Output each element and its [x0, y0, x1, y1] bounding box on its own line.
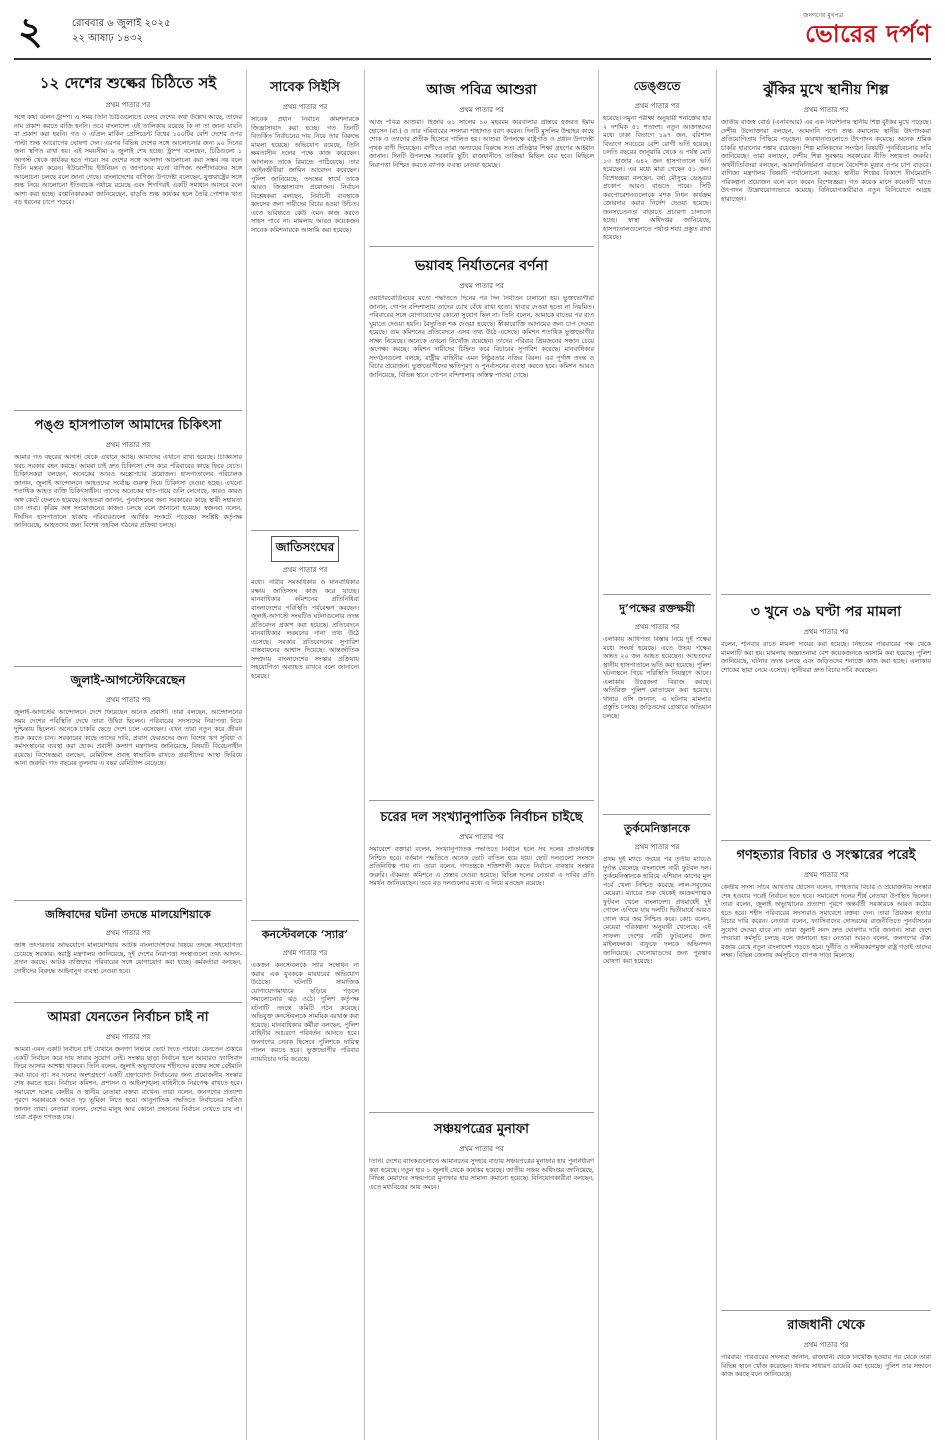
story-body: সাবেক প্রধান নির্বাচন কমিশনারকে জিজ্ঞাসাবাদ করা হচ্ছে। গত তিনটি বিতর্কিত নির্বাচনের দায় নিয়ে তার বিরুদ্ধে মামলা হয়েছে। অভিযোগ রয়েছে, তিনি ক্ষমতাসীন দলের পক্ষে কাজ করেছেন। আদালত তাকে রিমান্ডে পাঠিয়েছে। তার আইনজীবীরা জামিন আবেদন করেছেন। পুলিশ জানিয়েছে, তদন্তের স্বার্থে তাকে আরও জিজ্ঞাসাবাদ প্রয়োজন। নির্বাচন বিশ্লেষকরা বলছেন, নির্বাচনী ব্যবস্থাকে ধ্বংসের জন্য দায়ীদের বিচার হওয়া উচিত। এতে ভবিষ্যতে কেউ এমন কাজ করতে সাহস পাবে না। মামলায় আরও কয়েকজন সাবেক কমিশনারকে আসামি করা হয়েছে। [251, 116, 359, 234]
story-headline: জঙ্গিবাদের ঘটনা তদন্তে মালয়েশিয়াকে [45, 908, 211, 921]
story-constable-sir [251, 926, 359, 1440]
story-triple-murder [721, 600, 931, 836]
story-body: সমাবেশে বক্তারা বলেন, সংখ্যানুপাতিক পদ্ধতিতে নির্বাচন হলে সব দলের প্রতিনিধিত্ব নিশ্চিত হবে। বর্তমান পদ্ধতিতে অনেক ভোট বাতিল হয়ে যায়। ছোট দলগুলো সংসদে প্রতিনিধিত্ব পায় না। তারা বলেন, গণতন্ত্রকে শক্তিশালী করতে নির্বাচন ব্যবস্থার সংস্কার জরুরি। ঐকমত্য কমিশনে এ প্রস্তাব দেওয়া হয়েছে। বিভিন্ন দলের নেতারা এ দাবির প্রতি সমর্থন জানিয়েছেন। তবে বড় দলগুলোর মধ্যে এ নিয়ে মতভেদ রয়েছে। [369, 846, 594, 887]
story-divider [14, 666, 242, 667]
story-headline: ডেঙ্গুতে [633, 79, 681, 93]
story-headline: আজ পবিত্র আশুরা [426, 82, 537, 98]
story-body: সঙ্গে কথা বলেন ট্রাম্প। এ সময় তিনি চিঠিগুলোতে যেসব দেশের কথা উল্লেখ আছে, তাদের নাম প্রকাশ করতে রাজি হননি। তবে বাংলাদেশ এই তালিকায় রয়েছে কি না তা জানা যায়নি বা প্রকাশ করা হয়নি। গত ৩ এপ্রিল মার্কিন প্রেসিডেন্ট বিশ্বের ১০০টির বেশি দেশের ওপর পাল্টা শুল্ক আরোপের ঘোষণা দেন। এরপর বিভিন্ন দেশের সঙ্গে আলোচনার জন্য ৯০ দিনের জন্য স্থগিত রাখা হয়। এই সময়সীমা ৯ জুলাই শেষ হচ্ছে। ট্রাম্প বলেছেন, চিঠিগুলো ১ আগস্ট থেকে কার্যকর হতে পারে। সব দেশের সঙ্গে আলাদা আলোচনা করা সম্ভব নয় বলে তিনি মন্তব্য করেন। ইউরোপীয় ইউনিয়ন ও জাপানের মতো বাণিজ্য অংশীদারদের সঙ্গে আলোচনা চলছে বলে জানা গেছে। বাংলাদেশের বাণিজ্য উপদেষ্টা বলেছেন, যুক্তরাষ্ট্রের সঙ্গে শুল্ক নিয়ে আলোচনা ইতিবাচক পর্যায়ে রয়েছে এবং শিগগিরই একটি সমাধান আসবে বলে আশা করা হচ্ছে। রপ্তানিকারকরা জানিয়েছেন, বাড়তি শুল্ক কার্যকর হলে তৈরি পোশাক খাত বড় ধরনের চাপে পড়বে। [14, 114, 242, 206]
story-divider [369, 800, 594, 801]
story-torture-account [369, 254, 594, 790]
story-body: একজন কনস্টেবলকে স্যার সম্বোধন না করায় এক যুবককে মারধরের অভিযোগ উঠেছে। ঘটনাটি সামাজিক যোগাযোগমাধ্যমে ছড়িয়ে পড়লে সমালোচনার ঝড় ওঠে। পুলিশ কর্তৃপক্ষ ঘটনাটি তদন্তে কমিটি গঠন করেছে। অভিযুক্ত কনস্টেবলকে সাময়িক বরখাস্ত করা হয়েছে। মানবাধিকার কর্মীরা বলছেন, পুলিশ বাহিনীর আচরণে পরিবর্তন আনতে হবে। জনগণের সেবক হিসেবে পুলিশকে দায়িত্ব পালন করতে হবে। ভুক্তভোগীর পরিবার ন্যায়বিচার দাবি করেছে। [251, 962, 359, 1063]
story-divider [369, 246, 594, 247]
story-byline: প্রথম পাতার পর [634, 102, 680, 110]
story-headline: সঞ্চয়পত্রের মুনাফা [434, 1122, 529, 1137]
story-body: জুলাই-আগস্টের আন্দোলনে দেশে ফিরেছেন অনেক প্রবাসী। তারা বলছেন, আন্দোলনের সময় দেশের পরিস্থিতি দেখে তারা উদ্বিগ্ন ছিলেন। পরিবারের সদস্যদের নিরাপত্তা নিয়ে দুশ্চিন্তায় ছিলেন। অনেকে চাকরি ছেড়ে দেশে চলে এসেছেন। এখন তারা নতুন করে জীবন শুরু করতে চান। সরকারের কাছে তাদের দাবি, প্রবাস ফেরতদের জন্য বিশেষ ঋণ সুবিধা ও কর্মসংস্থানের ব্যবস্থা করা হোক। প্রবাসী কল্যাণ মন্ত্রণালয় জানিয়েছে, বিষয়টি বিবেচনাধীন রয়েছে। বিশেষজ্ঞরা বলছেন, রেমিট্যান্স প্রবাহ স্বাভাবিক রাখতে প্রবাসীদের আস্থা ফিরিয়ে আনা জরুরি। গত বছরের তুলনায় এ বছর রেমিট্যান্স বেড়েছে। [14, 709, 242, 767]
story-body: আজ পবিত্র আশুরা। হিজরি ৬১ সালের ১০ মহররম কারবালার প্রান্তরে হজরত ইমাম হোসেন (রা.) ও তার পরিবারের সদস্যরা শাহাদাত বরণ করেন। দিনটি মুসলিম উম্মাহর কাছে শোক ও ত্যাগের প্রতীক হিসেবে পালিত হয়। আশুরা উপলক্ষে রাষ্ট্রপতি ও প্রধান উপদেষ্টা পৃথক বাণী দিয়েছেন। বাণীতে তারা অন্যায়ের বিরুদ্ধে সত্য প্রতিষ্ঠার শিক্ষা গ্রহণের আহ্বান জানান। দিনটি উপলক্ষে সরকারি ছুটি। রাজধানীতে তাজিয়া মিছিল বের হবে। মিছিলে নিরাপত্তা নিশ্চিত করতে ব্যাপক ব্যবস্থা নেওয়া হয়েছে। [369, 119, 594, 169]
column-rule [364, 70, 365, 1440]
story-united-nations [251, 536, 359, 918]
story-former-cec [251, 78, 359, 526]
story-pongu-hospital [14, 416, 242, 662]
story-divider [251, 920, 359, 921]
story-body: জঙ্গি তৎপরতার অভিযোগে মালয়েশিয়ায় আটক বাংলাদেশিদের বিষয়ে তদন্তে সহযোগিতা চেয়েছে সরকার। স্বরাষ্ট্র মন্ত্রণালয় জানিয়েছে, দুই দেশের নিরাপত্তা সংস্থাগুলো তথ্য আদান-প্রদান করছে। আটক ব্যক্তিদের পরিবারের সঙ্গে যোগাযোগ করা হচ্ছে। কর্মকর্তারা বলছেন, দোষীদের বিরুদ্ধে আইনানুগ ব্যবস্থা নেওয়া হবে। [14, 942, 242, 975]
story-headline: ১২ দেশের শুল্কের চিঠিতে সই [39, 74, 217, 92]
story-body: প্রথম দুই ম্যাচে জয়ের পর তৃতীয় ম্যাচেও দুর্দান্ত খেলেছে বাংলাদেশ নারী ফুটবল দল। তুর্কমেনিস্তানকে হারিয়ে এশিয়ান কাপের মূল পর্বে খেলা নিশ্চিত করেছে লাল-সবুজের মেয়েরা। ম্যাচের শুরু থেকেই আক্রমণাত্মক ফুটবল খেলে বাংলাদেশ। প্রথমার্ধেই দুই গোলে এগিয়ে যায় দলটি। দ্বিতীয়ার্ধে আরও গোল করে জয় নিশ্চিত করে। কোচ বলেন, মেয়েরা পরিকল্পনা অনুযায়ী খেলেছে। এই সাফল্য দেশের নারী ফুটবলের জন্য মাইলফলক। বাফুফে দলকে অভিনন্দন জানিয়েছে। খেলোয়াড়দের জন্য পুরস্কার ঘোষণা করা হয়েছে। [603, 856, 711, 965]
brand-logo [771, 8, 931, 50]
story-genocide-trial [721, 846, 931, 1306]
story-body: জাতীয় রাজস্ব বোর্ড (এনবিআর) এর এক নির্দেশনায় স্থানীয় শিল্প ঝুঁকির মুখে পড়েছে। দেশীয় উদ্যোক্তারা বলছেন, আমদানি পণ্যে শুল্ক কমানোয় স্থানীয় উৎপাদকরা প্রতিযোগিতায় পিছিয়ে পড়ছেন। কারখানাগুলোতে উৎপাদন কমেছে। অনেক শ্রমিক চাকরি হারানোর শঙ্কায় রয়েছেন। শিল্প মালিকদের সংগঠন বিষয়টি পুনর্বিবেচনার দাবি জানিয়েছে। তারা বলছেন, দেশীয় শিল্প সুরক্ষায় সরকারের নীতি সহায়তা জরুরি। অর্থনীতিবিদরা বলছেন, আমদানিনির্ভরতা বাড়লে বৈদেশিক মুদ্রার ওপর চাপ বাড়বে। বাণিজ্য মন্ত্রণালয় বিষয়টি পর্যালোচনা করছে। স্থানীয় শিল্পের বিকাশে দীর্ঘমেয়াদি পরিকল্পনা প্রয়োজন বলে মনে করেন বিশেষজ্ঞরা। গত কয়েক মাসে কয়েকটি খাতে উৎপাদন উল্লেখযোগ্যভাবে কমেছে। বিনিয়োগকারীরাও নতুন বিনিয়োগে আগ্রহ হারাচ্ছেন। [721, 119, 931, 203]
story-headline: রাজধানী থেকে [787, 1318, 865, 1333]
story-headline: তুর্কমেনিস্তানকে [624, 822, 690, 835]
story-byline: প্রথম পাতার পর [105, 441, 151, 449]
story-headline: ঝুঁকির মুখে স্থানীয় শিল্প [763, 82, 889, 98]
story-byline: প্রথম পাতার পর [105, 929, 151, 937]
story-headline: পঙ্গু হাসপাতাল আমাদের চিকিৎসা [34, 418, 222, 433]
story-byline: প্রথম পাতার পর [282, 949, 328, 957]
story-divider [14, 1002, 242, 1003]
story-local-industry [721, 78, 931, 590]
story-byline: প্রথম পাতার পর [634, 623, 680, 631]
story-body: তিনি। দেশের ব্যাংকগুলোতে আমানতের সুদহার বাড়ায় সঞ্চয়পত্রের মুনাফার হার পুনর্নির্ধারণ করা হয়েছে। নতুন হার ১ জুলাই থেকে কার্যকর হয়েছে। জাতীয় সঞ্চয় অধিদপ্তর জানিয়েছে, বিভিন্ন মেয়াদের সঞ্চয়পত্রে মুনাফার হার সামান্য কমানো হয়েছে। বিনিয়োগকারীরা বলছেন, এতে মধ্যবিত্তের আয় কমবে। [369, 1158, 594, 1191]
story-divider [721, 1310, 931, 1311]
story-headline: আমরা যেনতেন নির্বাচন চাই না [47, 1010, 209, 1025]
story-headline: দু’পক্ষের রক্তক্ষয়ী [619, 602, 695, 615]
column-rule [246, 70, 247, 1440]
brand-name: ভোরের দর্পণ [805, 19, 931, 48]
story-headline: গণহত্যার বিচার ও সংস্কারের পরেই [736, 848, 916, 863]
story-byline: প্রথম পাতার পর [803, 106, 849, 114]
story-body: পরিবার। পরিবারের সদস্যরা জানান, রাজধানী থেকে নিখোঁজ হওয়ার পর থেকে তারা বিভিন্ন স্থানে খোঁজ করেছেন। থানায় সাধারণ ডায়েরি করা হয়েছে। পুলিশ তার সন্ধানে কাজ করছে বলে জানিয়েছে। [721, 1354, 931, 1378]
page-number: ২ [18, 8, 43, 53]
column-rule [716, 70, 717, 1440]
story-divider [603, 814, 711, 815]
story-malaysia-probe [14, 906, 242, 998]
story-headline: জুলাই-আগস্টেফিরেছেন [70, 673, 186, 687]
story-headline: চরের দল সংখ্যানুপাতিক নির্বাচন চাইছে [380, 810, 583, 825]
story-body: এলাকায় আধিপত্য বিস্তার নিয়ে দুই পক্ষের মধ্যে সংঘর্ষ হয়েছে। এতে উভয় পক্ষের অন্তত ২০ জন আহত হয়েছেন। আহতদের স্থানীয় হাসপাতালে ভর্তি করা হয়েছে। পুলিশ ঘটনাস্থলে গিয়ে পরিস্থিতি নিয়ন্ত্রণে আনে। এলাকায় উত্তেজনা বিরাজ করছে। অতিরিক্ত পুলিশ মোতায়েন করা হয়েছে। থানার ওসি জানান, এ ঘটনায় মামলার প্রস্তুতি চলছে। জড়িতদের গ্রেপ্তারে অভিযান চলছে। [603, 636, 711, 720]
story-from-capital [721, 1316, 931, 1440]
masthead [14, 8, 931, 60]
story-body: আমরা এমন একটি নির্বাচন চাই যেখানে জনগণ নির্ভয়ে ভোট দিতে পারবে। যেনতেন প্রকারে একটি নির্বাচন করে দায় সারার সুযোগ নেই। সংস্কার ছাড়া নির্বাচন হলে আবারও ফ্যাসিবাদ ফিরে আসার আশঙ্কা থাকবে। তিনি বলেন, জুলাই অভ্যুত্থানের শহীদদের রক্তের সঙ্গে বেইমানি করা যাবে না। সব দলের অংশগ্রহণে একটি গ্রহণযোগ্য নির্বাচনের জন্য প্রয়োজনীয় সংস্কার শেষ করতে হবে। নির্বাচন কমিশন, প্রশাসন ও আইনশৃঙ্খলা বাহিনীকে নিরপেক্ষ রাখতে হবে। সমাবেশে দলের কেন্দ্রীয় ও স্থানীয় নেতারা বক্তব্য রাখেন। তারা বলেন, জনগণের প্রত্যাশা পূরণে সরকারকে আরও দৃঢ় ভূমিকা নিতে হবে। আনুপাতিক পদ্ধতিতে নির্বাচনের দাবিও জানান তারা। নেতারা বলেন, দেশের মানুষ আর কোনো প্রহসনের নির্বাচন দেখতে চায় না। তারা প্রকৃত গণতন্ত্র চায়। [14, 1046, 242, 1121]
column-rule [598, 70, 599, 1440]
story-byline: প্রথম পাতার পর [803, 871, 849, 879]
story-body: বলেন, শনিবার রাতে মামলা দায়ের করা হয়েছে। নিহতের পরিবারের পক্ষ থেকে মামলাটি করা হয়। মামলায় অজ্ঞাতনামা বেশ কয়েকজনকে আসামি করা হয়েছে। পুলিশ জানিয়েছে, ঘটনার তদন্ত চলছে এবং জড়িতদের শনাক্তে কাজ করা হচ্ছে। এলাকায় শোকের ছায়া নেমে এসেছে। স্থানীয়রা দ্রুত বিচার দাবি করেছেন। [721, 641, 931, 674]
story-byline: প্রথম পাতার পর [803, 1341, 849, 1349]
story-byline: প্রথম পাতার পর [634, 843, 680, 851]
date-block [72, 16, 171, 46]
story-body: হয়েছে। নমুনা পরীক্ষা অনুযায়ী শনাক্তের হার ২ দশমিক ৫১ শতাংশ। নতুন আক্রান্তদের মধ্যে ঢাকা বিভাগে ১৯৭ জন, বরিশাল বিভাগে সবচেয়ে বেশি রোগী ভর্তি হয়েছে। চলতি বছরের জানুয়ারি থেকে এ পর্যন্ত মোট ১৩ হাজার ৬৪২ জন হাসপাতালে ভর্তি হয়েছেন। এর মধ্যে মারা গেছেন ৫১ জন। বিশেষজ্ঞরা বলছেন, বর্ষা মৌসুমে ডেঙ্গুর প্রকোপ আরও বাড়তে পারে। সিটি করপোরেশনগুলোকে মশক নিধন কার্যক্রম জোরদার করার নির্দেশ দেওয়া হয়েছে। জনসচেতনতা বাড়াতে প্রচারণা চালানো হচ্ছে। স্বাস্থ্য অধিদপ্তর জানিয়েছে, হাসপাতালগুলোতে পর্যাপ্ত শয্যা প্রস্তুত রাখা হয়েছে। [603, 115, 711, 241]
story-byline: প্রথম পাতার পর [459, 1145, 504, 1153]
story-divider [14, 900, 242, 901]
story-headline: সাবেক সিইসি [270, 80, 340, 95]
story-byline: প্রথম পাতার পর [105, 696, 151, 704]
story-divider [251, 530, 359, 531]
story-ashura [369, 78, 594, 242]
story-divider [369, 1112, 594, 1113]
story-clash [603, 600, 711, 810]
story-divider [721, 840, 931, 841]
story-divider [721, 594, 931, 595]
story-divider [603, 594, 711, 595]
story-turkmenistan [603, 820, 711, 1440]
day-date: রোববার ৬ জুলাই ২০২৫ [72, 18, 171, 29]
story-tariff-letters [14, 72, 242, 408]
story-headline: ভয়াবহ নির্যাতনের বর্ণনা [415, 258, 548, 274]
story-divider [14, 410, 242, 411]
story-byline: প্রথম পাতার পর [459, 833, 504, 841]
story-election-demand [14, 1008, 242, 1440]
story-savings-certificate [369, 1120, 594, 1440]
story-headline: ৩ খুনে ৩৯ ঘণ্টা পর মামলা [750, 604, 902, 620]
story-body: কেন্দ্রীয় সদস্য সচিব আখতার হোসেন বলেন, গণহত্যার বিচার ও প্রয়োজনীয় সংস্কার শেষ হওয়ার পরেই নির্বাচন হতে হবে। সমাবেশে দলের শীর্ষ নেতারা উপস্থিত ছিলেন। তারা বলেন, জুলাই অভ্যুত্থানের প্রত্যাশা পূরণে অন্তর্বর্তী সরকারকে আরও কঠোর হতে হবে। শহীদ পরিবারের সদস্যরাও সমাবেশে বক্তব্য দেন। তারা প্রিয়জন হত্যার বিচার দাবি করেন। নেতারা বলেন, ফ্যাসিবাদের দোসরদের রাজনীতিতে পুনর্বাসনের সুযোগ দেওয়া যাবে না। তারা জুলাই সনদ দ্রুত ঘোষণার দাবি জানান। সারা দেশে পদযাত্রা কর্মসূচি চলছে বলে জানানো হয়। নেতারা আরও বলেন, জনগণের ঐক্য বজায় রেখে নতুন বাংলাদেশ গড়তে হবে। দুর্নীতি ও দলীয়করণমুক্ত রাষ্ট্র গড়াই তাদের লক্ষ্য। বিভিন্ন জেলায় কর্মসূচিতে ব্যাপক সাড়া মিলেছে। [721, 884, 931, 959]
story-byline: প্রথম পাতার পর [803, 628, 849, 636]
story-body: ওয়াটারবোর্ডিংয়ের মতো পদ্ধতিতে দিনের পর দিন নির্যাতন চালানো হয়। ভুক্তভোগীরা জানান, গোপন বন্দিশালায় তাদের চোখ বেঁধে রাখা হতো। খাবার দেওয়া হতো না নিয়মিত। পরিবারের সঙ্গে যোগাযোগের কোনো সুযোগ ছিল না। তিনি বলেন, আমাকে রাতের পর রাত ঘুমাতে দেওয়া হয়নি। বৈদ্যুতিক শক দেওয়া হয়েছে। স্বীকারোক্তি আদায়ের জন্য চাপ দেওয়া হয়েছে। গুম কমিশনের প্রতিবেদনে এসব তথ্য উঠে এসেছে। কমিশন শতাধিক ভুক্তভোগীর সাক্ষ্য নিয়েছে। অনেকে এখনো নিখোঁজ রয়েছেন। তাদের পরিবার প্রিয়জনের সন্ধান চেয়ে অপেক্ষা করছে। কমিশন দায়ীদের চিহ্নিত করে বিচারের সুপারিশ করেছে। মানবাধিকার সংগঠনগুলো বলছে, রাষ্ট্রীয় বাহিনীর এমন নিষ্ঠুরতার নজির বিরল। এর পূর্ণাঙ্গ তদন্ত ও বিচার প্রয়োজন। ভুক্তভোগীদের ক্ষতিপূরণ ও পুনর্বাসনের ব্যবস্থা করতে হবে। কমিশন আরও জানিয়েছে, বিভিন্ন স্থানে গোপন বন্দিশালার অস্তিত্ব পাওয়া গেছে। [369, 295, 594, 379]
story-body: মধ্যে। নারীর সমঅধিকার ও মানবাধিকার রক্ষায় জাতিসংঘ কাজ করে যাচ্ছে। মানবাধিকার কমিশনের প্রতিনিধিরা বাংলাদেশের পরিস্থিতি পর্যবেক্ষণ করছেন। জুলাই-আগস্টে সংঘটিত ঘটনাগুলোর তদন্ত প্রতিবেদন প্রকাশ করা হয়েছে। প্রতিবেদনে মানবাধিকার লঙ্ঘনের নানা তথ্য উঠে এসেছে। সরকার প্রতিবেদনের সুপারিশ বাস্তবায়নের আশ্বাস দিয়েছে। আন্তর্জাতিক সম্প্রদায় বাংলাদেশের সংস্কার প্রক্রিয়ায় সহযোগিতা অব্যাহত রাখবে বলে জানানো হয়েছে। [251, 579, 359, 680]
story-byline: প্রথম পাতার পর [459, 106, 504, 114]
story-byline: প্রথম পাতার পর [105, 1033, 151, 1041]
story-headline: জাতিসংঘের [271, 536, 340, 562]
brand-tagline: জনগণের মুখপত্র [803, 12, 843, 19]
bangla-date: ২২ আষাঢ় ১৪৩২ [72, 33, 143, 44]
story-july-august [14, 672, 242, 896]
story-byline: প্রথম পাতার পর [282, 103, 328, 111]
story-headline: কনস্টেবলকে ‘স্যার’ [261, 928, 349, 941]
story-byline: প্রথম পাতার পর [282, 566, 328, 574]
story-byline: প্রথম পাতার পর [459, 282, 504, 290]
story-dengue [603, 78, 711, 590]
story-body: আমার গত বছরের আগস্ট থেকে এখানে আছি। আমাদের এখানে রাখা হয়েছে। চিকিৎসার খরচ সরকার বহন করছে। আমরা চাই দ্রুত চিকিৎসা শেষ করে পরিবারের কাছে ফিরে যেতে। চিকিৎসকরা বলছেন, অনেকের আরও অস্ত্রোপচার প্রয়োজন। হাসপাতালের পরিচালক জানান, জুলাই আন্দোলনে আহতদের সর্বোচ্চ গুরুত্ব দিয়ে চিকিৎসা দেওয়া হচ্ছে। এখনো শতাধিক আহত ব্যক্তি চিকিৎসাধীন। তাদের অনেকের হাত-পায়ে গুলি লেগেছে, কারও কারও অঙ্গ কেটে ফেলতে হয়েছে। আহতরা জানান, পুনর্বাসনের জন্য সরকারের কাছে স্থায়ী সহায়তা চান তারা। কৃত্রিম অঙ্গ সংযোজনের কাজও চলছে বলে জানানো হয়েছে। স্বজনরা বলেন, দীর্ঘদিন হাসপাতালে থাকায় পরিবারগুলো আর্থিক সংকটে পড়েছে। সংশ্লিষ্ট কর্তৃপক্ষ জানিয়েছে, আহতদের জন্য বিশেষ তহবিল গঠনের প্রক্রিয়া চলছে। [14, 454, 242, 529]
story-proportional-election [369, 808, 594, 1108]
story-byline: প্রথম পাতার পর [105, 101, 151, 109]
